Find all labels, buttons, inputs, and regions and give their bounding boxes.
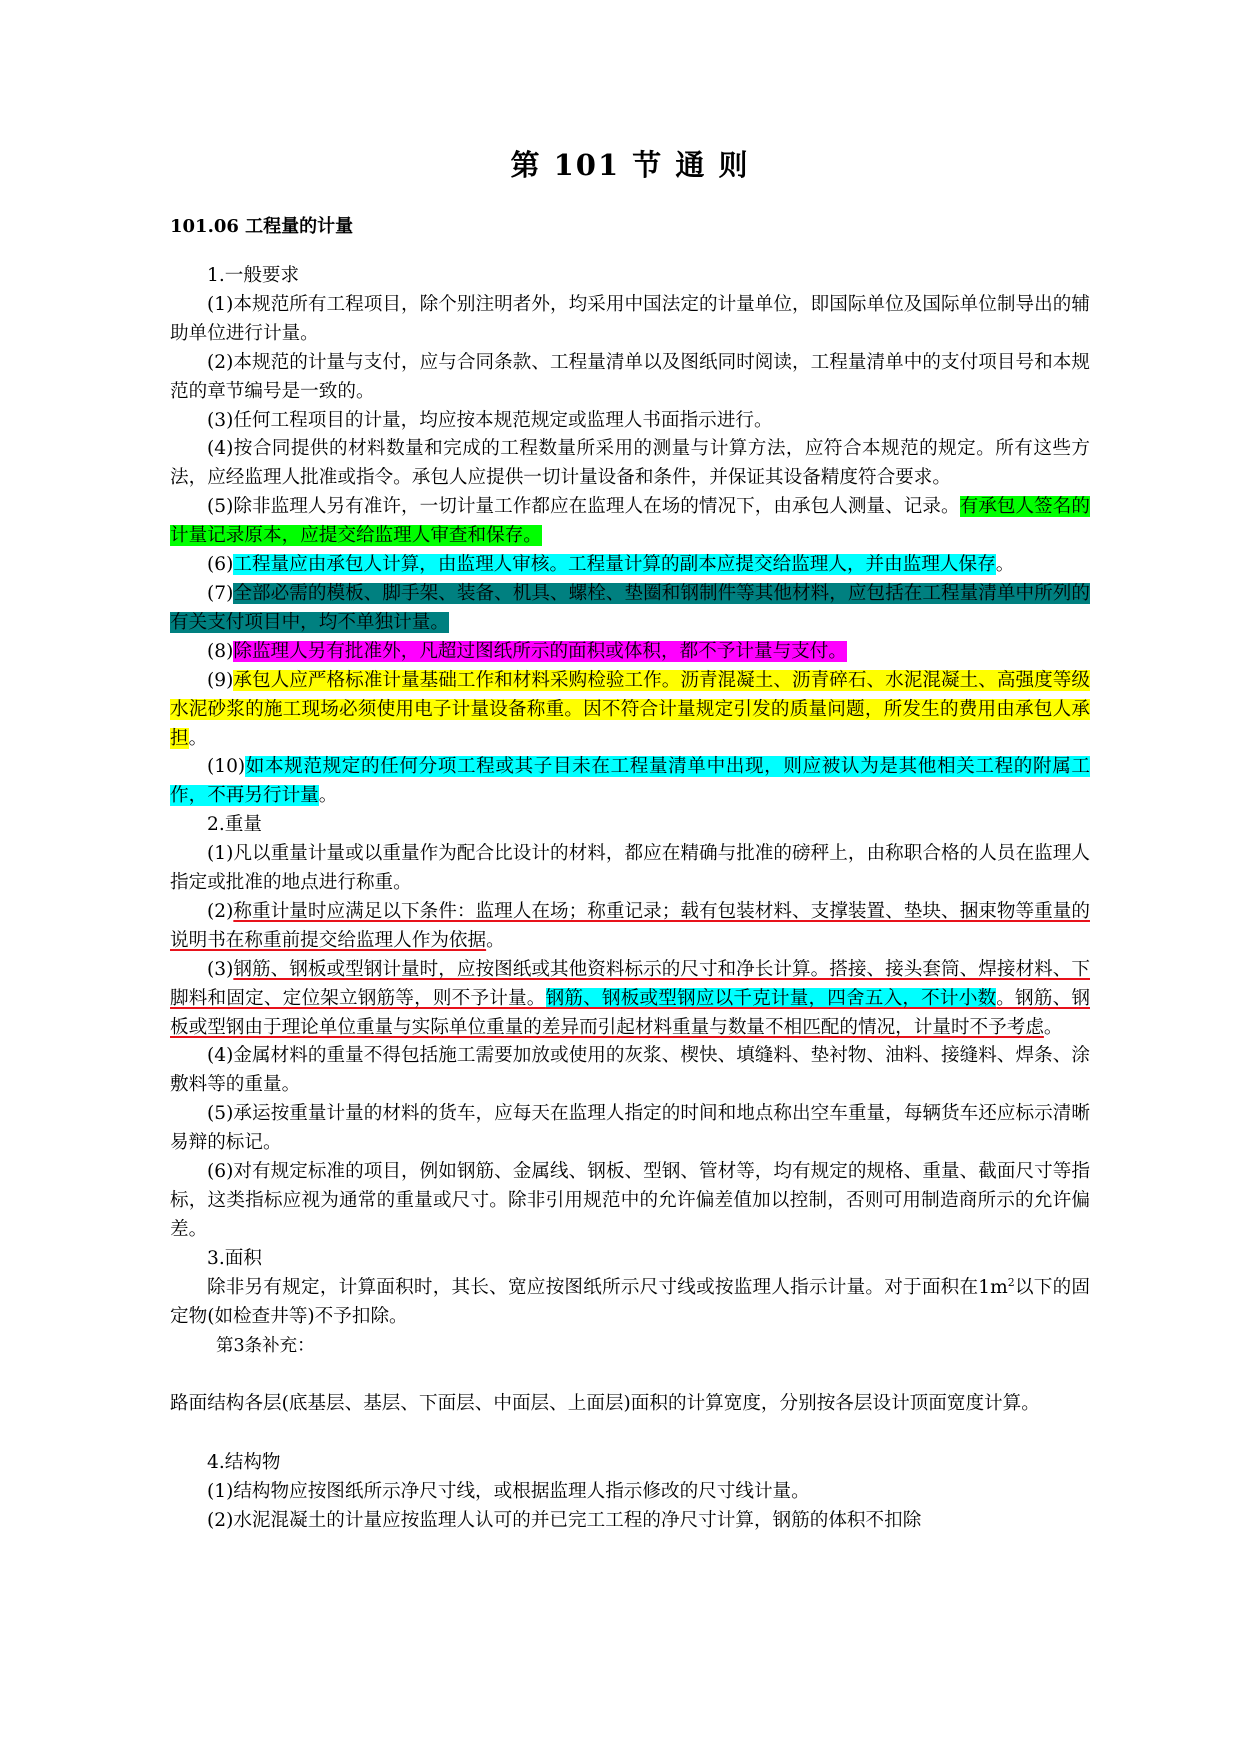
supplement-text: 路面结构各层(底基层、基层、下面层、中面层、上面层)面积的计算宽度，分别按各层设计顶面宽度计算。: [170, 1393, 1040, 1415]
highlight-magenta: 除监理人另有批准外，凡超过图纸所示的面积或体积，都不予计量与支付。: [233, 640, 847, 662]
highlight-teal: 全部必需的模板、脚手架、装备、机具、螺栓、垫圈和钢制件等其他材料，应包括在工程量清单中所列的有关支付项目中，均不单独计量。: [170, 582, 1090, 633]
paragraph-1-1: (1)本规范所有工程项目，除个别注明者外，均采用中国法定的计量单位，即国际单位及国际单位制导出的辅助单位进行计量。: [170, 293, 1090, 344]
blank-line: [170, 1419, 1090, 1449]
highlight-yellow: 承包人应严格标准计量基础工作和材料采购检验工作。沥青混凝土、沥青碎石、水泥混凝土、高强度等级水泥砂浆的施工现场必须使用电子计量设备称重。因不符合计量规定引发的质量问题，所发生的费用由承包人承担: [170, 669, 1090, 749]
punctuation: 。: [188, 727, 208, 749]
paragraph-2-1: (1)凡以重量计量或以重量作为配合比设计的材料，都应在精确与批准的磅秤上，由称职合格的人员在监理人指定或批准的地点进行称重。: [170, 843, 1090, 894]
paragraph-1-2: (2)本规范的计量与支付，应与合同条款、工程量清单以及图纸同时阅读，工程量清单中的支付项目号和本规范的章节编号是一致的。: [170, 351, 1090, 402]
underline-red: 。钢筋、钢板或型钢由于理论单位重量与实际单位重量的差异而引起材料重量与数量不相匹配的情况，计量时不予考虑: [170, 987, 1090, 1038]
supplement-label: 第3条补充：: [216, 1335, 315, 1356]
document-body: [170, 262, 1090, 1536]
paragraph-text: 以下的固定物(如检查井等)不予扣除。: [170, 1276, 1090, 1327]
underline-red: 称重计量时应满足以下条件：监理人在场；称重记录；载有包装材料、支撑装置、垫块、捆束物等重量的说明书在称重前提交给监理人作为依据: [170, 900, 1090, 951]
paragraph-2-4: (4)金属材料的重量不得包括施工需要加放或使用的灰浆、楔快、填缝料、垫衬物、油料、接缝料、焊条、涂敷料等的重量。: [170, 1045, 1090, 1096]
paragraph-1-4: (4)按合同提供的材料数量和完成的工程数量所采用的测量与计算方法，应符合本规范的规定。所有这些方法，应经监理人批准或指令。承包人应提供一切计量设备和条件，并保证其设备精度符合要求。: [170, 438, 1090, 489]
paragraph-2-3: [170, 956, 1090, 1043]
paragraph-number: (10): [207, 756, 246, 778]
blank-line: [170, 1360, 1090, 1390]
punctuation: 。: [1043, 1016, 1063, 1038]
underline-red: 钢筋、钢板或型钢计量时，应按图纸或其他资料标示的尺寸和净长计算。搭接、接头套筒、焊接材料、下脚料和固定、定位架立钢筋等，则不予计量。: [170, 958, 1090, 1009]
paragraph-2-2: [170, 898, 1090, 956]
paragraph-number: (2): [207, 900, 234, 922]
paragraph-1-7: [170, 580, 1090, 638]
paragraph-number: (9): [207, 669, 234, 691]
paragraph-4-1: (1)结构物应按图纸所示净尺寸线，或根据监理人指示修改的尺寸线计量。: [207, 1481, 810, 1503]
subsection-heading-general: 1.一般要求: [207, 265, 300, 286]
superscript: 2: [1007, 1275, 1015, 1289]
highlight-green: 有承包人签名的计量记录原本，应提交给监理人审查和保存。: [170, 496, 1090, 547]
paragraph-text: (5)除非监理人另有准许，一切计量工作都应在监理人在场的情况下，由承包人测量、记录。: [207, 496, 960, 518]
paragraph-number: (6): [207, 554, 234, 576]
section-heading: 101.06 工程量的计量: [170, 216, 354, 237]
paragraph-4-2: (2)水泥混凝土的计量应按监理人认可的并已完工工程的净尺寸计算，钢筋的体积不扣除: [207, 1510, 922, 1532]
paragraph-1-6: [170, 551, 1090, 580]
highlight-cyan-underlined: 钢筋、钢板或型钢应以千克计量，四舍五入，不计小数: [545, 987, 997, 1009]
paragraph-1-10: [170, 753, 1090, 811]
paragraph-2-5: (5)承运按重量计量的材料的货车，应每天在监理人指定的时间和地点称出空车重量，每辆货车还应标示清晰易辩的标记。: [170, 1103, 1090, 1154]
paragraph-text: 除非另有规定，计算面积时，其长、宽应按图纸所示尺寸线或按监理人指示计量。对于面积在1m: [207, 1276, 1008, 1298]
subsection-heading-area: 3.面积: [207, 1247, 262, 1269]
highlight-cyan: 工程量应由承包人计算，由监理人审核。工程量计算的副本应提交给监理人，并由监理人保存: [233, 554, 996, 576]
paragraph-number: (8): [207, 640, 234, 662]
paragraph-1-8: [170, 638, 1090, 667]
punctuation: 。: [995, 554, 1015, 576]
paragraph-3-1: [170, 1274, 1090, 1332]
paragraph-2-6: (6)对有规定标准的项目，例如钢筋、金属线、钢板、型钢、管材等，均有规定的规格、重量、截面尺寸等指标，这类指标应视为通常的重量或尺寸。除非引用规范中的允许偏差值加以控制，否则可用制造商所示的允许偏差。: [170, 1161, 1090, 1240]
subsection-heading-structures: 4.结构物: [207, 1452, 281, 1474]
page-title: 第 101 节 通 则: [510, 148, 750, 182]
punctuation: 。: [318, 785, 338, 807]
punctuation: 。: [486, 929, 505, 951]
paragraph-1-3: (3)任何工程项目的计量，均应按本规范规定或监理人书面指示进行。: [207, 409, 773, 431]
paragraph-1-9: [170, 667, 1090, 754]
paragraph-1-5: [170, 493, 1090, 551]
highlight-cyan: 如本规范规定的任何分项工程或其子目未在工程量清单中出现，则应被认为是其他相关工程的附属工作，不再另行计量: [170, 756, 1090, 807]
paragraph-number: (7): [207, 582, 234, 604]
subsection-heading-weight: 2.重量: [207, 814, 262, 836]
paragraph-number: (3): [207, 958, 234, 980]
